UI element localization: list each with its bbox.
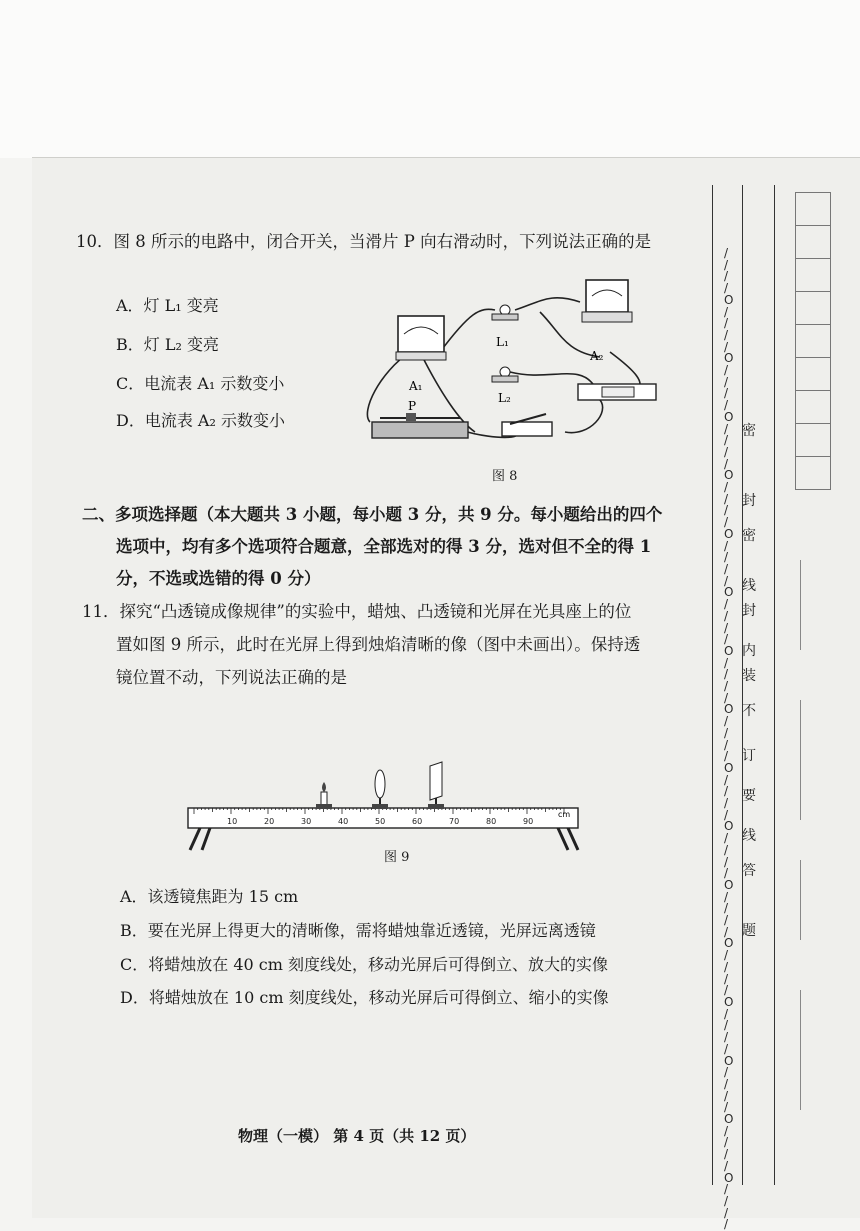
page-footer: 物理（一模） 第 4 页（共 12 页）	[238, 1127, 476, 1145]
label-l1: L₁	[496, 335, 509, 349]
section2-line3: 分，不选或选错的得 0 分）	[116, 569, 321, 588]
q11-line3: 镜位置不动，下列说法正确的是	[116, 668, 347, 687]
q11-option-d: D．将蜡烛放在 10 cm 刻度线处，移动光屏后可得倒立、缩小的实像	[120, 988, 609, 1007]
field-line-2	[800, 700, 801, 820]
ruler-tick-label: 40	[338, 817, 349, 826]
figure-8-circuit	[350, 272, 670, 462]
label-p: P	[408, 399, 417, 413]
q10-option-d: D．电流表 A₂ 示数变小	[116, 411, 285, 430]
switch-icon	[502, 422, 552, 436]
q11-option-a: A．该透镜焦距为 15 cm	[120, 887, 299, 906]
q10-option-c: C．电流表 A₁ 示数变小	[116, 374, 285, 393]
label-a1: A₁	[409, 379, 423, 393]
seal-slash-line: / / / / O / / / / O / / / / O / / / / O / / / / O / / / / O / / / / O / / / / O / / / / O / / / / O / / / / O / / / / O / / / / O / / / / O / / / / O / / / / O / / / /	[724, 246, 734, 1231]
candle-icon	[316, 782, 332, 809]
ruler-tick-label: 60	[412, 817, 423, 826]
q11-line1: 11．探究“凸透镜成像规律”的实验中，蜡烛、凸透镜和光屏在光具座上的位	[82, 602, 632, 621]
ruler-tick-label: 80	[486, 817, 497, 826]
figure-9-caption: 图 9	[384, 850, 410, 865]
ruler-unit: cm	[558, 810, 571, 819]
convex-lens-icon	[372, 770, 388, 809]
field-line-1	[800, 560, 801, 650]
q11-option-c: C．将蜡烛放在 40 cm 刻度线处，移动光屏后可得倒立、放大的实像	[120, 955, 608, 974]
q11-line2: 置如图 9 所示，此时在光屏上得到烛焰清晰的像（图中未画出）。保持透	[116, 635, 641, 654]
field-line-3	[800, 860, 801, 940]
field-line-4	[800, 990, 801, 1110]
q10-option-b: B．灯 L₂ 变亮	[116, 335, 219, 354]
q10-option-a: A．灯 L₁ 变亮	[116, 296, 219, 315]
top-margin	[0, 0, 860, 158]
section2-line1: 二、多项选择题（本大题共 3 小题，每小题 3 分，共 9 分。每小题给出的四个	[82, 505, 663, 524]
label-a2: A₂	[590, 349, 604, 363]
light-screen-icon	[428, 762, 444, 809]
q10-stem: 10．图 8 所示的电路中，闭合开关，当滑片 P 向右滑动时，下列说法正确的是	[76, 232, 652, 251]
section2-line2: 选项中，均有多个选项符合题意，全部选对的得 3 分，选对但不全的得 1	[116, 537, 652, 556]
figure-8-caption: 图 8	[492, 469, 518, 484]
label-l2: L₂	[498, 391, 511, 405]
ammeter-a1	[398, 316, 444, 352]
ruler-tick-label: 90	[523, 817, 534, 826]
q11-option-b: B．要在光屏上得更大的清晰像，需将蜡烛靠近透镜，光屏远离透镜	[120, 921, 596, 940]
figure-9-optical-bench	[180, 752, 590, 852]
ruler-tick-label: 30	[301, 817, 312, 826]
seat-number-grid	[795, 192, 831, 492]
ruler-tick-label: 50	[375, 817, 386, 826]
ruler-tick-label: 20	[264, 817, 275, 826]
rheostat-icon	[372, 422, 468, 438]
ruler-tick-label: 70	[449, 817, 460, 826]
ruler-tick-label: 10	[227, 817, 238, 826]
